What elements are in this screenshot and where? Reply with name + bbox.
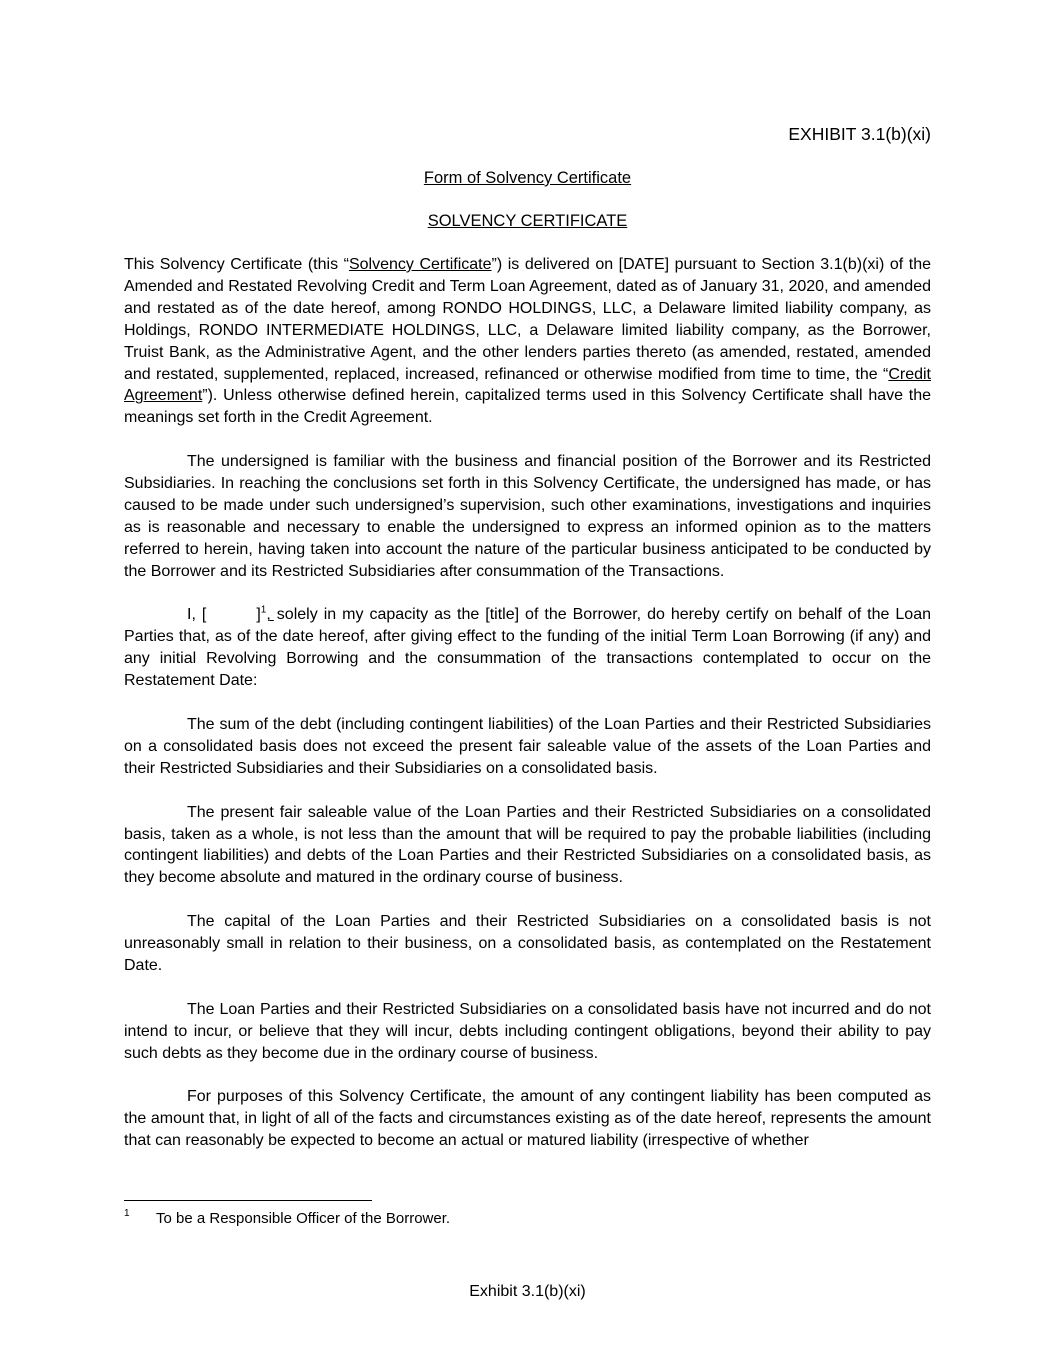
- paragraph-capital: The capital of the Loan Parties and their Restricted Subsidiaries on a consolidated basis is not unreasonably small in relation to their business, on a consolidated basis, as contemplated on the Restatement Date.: [124, 913, 931, 974]
- name-blank-field: [206, 604, 256, 626]
- paragraph-intro: [124, 254, 931, 429]
- paragraph-familiarity: The undersigned is familiar with the business and financial position of the Borrower and its Restricted Subsidiaries. In reaching the conclusions set forth in this Solvency Certificate, the undersigned has made, or has caused to be made under such undersigned’s supervision, such other examinations, investigations and inquiries as is reasonable and necessary to enable the undersigned to express an informed opinion as to the matters referred to herein, having taken into account the nature of the particular business anticipated to be conducted by the Borrower and its Restricted Subsidiaries after consummation of the Transactions.: [124, 453, 931, 580]
- paragraph-certification: [124, 604, 931, 692]
- footnote-reference: 1: [260, 605, 267, 617]
- footnote-text: To be a Responsible Officer of the Borrower.: [156, 1210, 451, 1227]
- paragraph-intro-part3: ”). Unless otherwise defined herein, capitalized terms used in this Solvency Certificate shall have the meanings set forth in the Credit Agreement.: [124, 387, 931, 427]
- certification-lead: I, [: [187, 606, 207, 624]
- defined-term-credit-agreement: Credit Agreement: [124, 365, 931, 405]
- paragraph-fair-value: The present fair saleable value of the Loan Parties and their Restricted Subsidiaries on a consolidated basis, taken as a whole, is not less than the amount that will be required to pay the probable liabilities (including contingent liabilities) and debts of the Loan Parties and their Restricted Subsidiaries on a consolidated basis, as they become absolute and matured in the ordinary course of business.: [124, 803, 931, 887]
- exhibit-header-label: EXHIBIT 3.1(b)(xi): [788, 124, 931, 144]
- footnote-divider: [124, 1200, 372, 1201]
- paragraph-intro-part1: This Solvency Certificate (this “: [124, 256, 349, 273]
- certification-close-bracket: ]: [256, 606, 261, 624]
- form-title: Form of Solvency Certificate: [423, 169, 632, 187]
- footnote: [124, 1210, 450, 1227]
- paragraph-debt-sum: The sum of the debt (including contingent liabilities) of the Loan Parties and their Restricted Subsidiaries on a consolidated basis does not exceed the present fair saleable value of the assets of the Loan Parties and their Restricted Subsidiaries and their Subsidiaries on a consolidated basis.: [124, 715, 931, 777]
- certification-rest: , solely in my capacity as the [title] of the Borrower, do hereby certify on behalf of the Loan Parties that, as of the date hereof, after giving effect to the funding of the initial Term Loan Borrowing (if any) and any initial Revolving Borrowing and the consummation of the transactions contemplated to occur on the Restatement Date:: [124, 606, 932, 690]
- defined-term-solvency-certificate: Solvency Certificate: [348, 256, 492, 273]
- footnote-number: 1: [124, 1208, 130, 1219]
- certificate-title: SOLVENCY CERTIFICATE: [427, 212, 628, 230]
- paragraph-contingent-liability: For purposes of this Solvency Certificate, the amount of any contingent liability has been computed as the amount that, in light of all of the facts and circumstances existing as of the date hereof, represents the amount that can reasonably be expected to become an actual or matured liability (irrespective of whether: [124, 1088, 931, 1150]
- exhibit-footer-label: Exhibit 3.1(b)(xi): [469, 1283, 586, 1300]
- paragraph-intro-part2: ”) is delivered on [DATE] pursuant to Section 3.1(b)(xi) of the Amended and Restated Revolving Credit and Term Loan Agreement, dated as of January 31, 2020, and amended and restated as of the date hereof, among RONDO HOLDINGS, LLC, a Delaware limited liability company, as Holdings, RONDO INTERMEDIATE HOLDINGS, LLC, a Delaware limited liability company, as the Borrower, Truist Bank, as the Administrative Agent, and the other lenders parties thereto (as amended, restated, amended and restated, supplemented, replaced, increased, refinanced or otherwise modified from time to time, the “: [124, 256, 932, 383]
- paragraph-debts-incurred: The Loan Parties and their Restricted Subsidiaries on a consolidated basis have not incurred and do not intend to incur, or believe that they will incur, debts including contingent obligations, beyond their ability to pay such debts as they become due in the ordinary course of business.: [124, 1000, 931, 1062]
- document-body: [124, 254, 931, 1174]
